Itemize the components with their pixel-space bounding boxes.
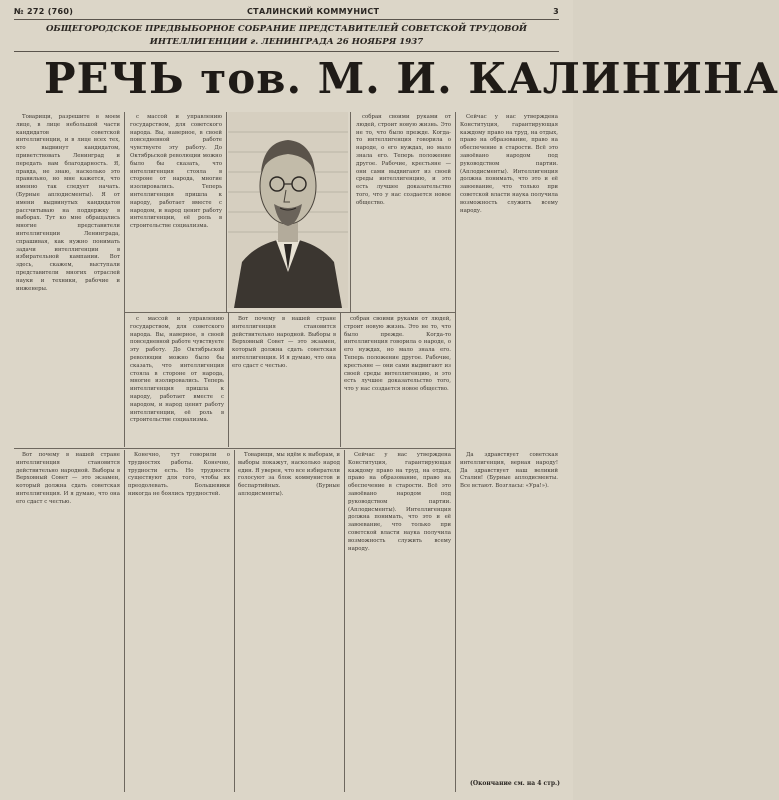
article-column-2c [232,316,336,444]
article-paragraph: Сейчас у нас утверждена Конституция, гарантирующая каждому право на труд, на отдых, право на образование, право на обеспечение в старости. Всё это завоёвано народом под руководством партии. (Аплодисменты). Интеллигенция должна понимать, что это и её завоевание, что только при советской власти наука получила возможность служить всему народу. [348,452,451,552]
article-column-2-lower [128,452,230,790]
column-rule [455,112,456,792]
article-column-1-lower [16,452,120,790]
article-column-1 [16,114,120,444]
article-paragraph: с массой и управлению государством, для советского народа. Вы, наверное, в своей повседневной работе чувствуете эту работу. До Октябрьской революции можно было бы сказать, что интеллигенция стояла в стороне от народа, многие изолировались. Теперь интеллигенция пришла к народу, работает вместе с народом, и народ ценит работу интеллигенции, её роль в строительстве социализма. [130,316,224,424]
column-rule [124,450,125,792]
column-rule [124,112,125,447]
issue-number: № 272 (760) [14,6,74,16]
newspaper-name: СТАЛИНСКИЙ КОММУНИСТ [247,6,380,16]
headline: РЕЧЬ тов. М. И. КАЛИНИНА [44,54,779,103]
article-column-5-lower [460,452,558,777]
article-paragraph: Товарищи, мы идём к выборам, и выборы покажут, насколько народ един. Я уверен, что все избиратели голосуют за блок коммунистов и беспартийных. (Бурные аплодисменты). [238,452,340,497]
page-number: 3 [553,6,559,16]
article-paragraph: Да здравствует советская интеллигенция, верная народу! Да здравствует наш великий Сталин! (Бурные аплодисменты. Все встают. Возгласы: «Ура!»). [460,452,558,490]
article-column-4-lower [348,452,451,790]
event-subheadline-line2: ИНТЕЛЛИГЕНЦИИ г. ЛЕНИНГРАДА 26 НОЯБРЯ 1937 [149,37,424,47]
article-column-3b [344,316,451,444]
divider-top [14,19,559,20]
article-column-4 [460,114,558,444]
divider-under-subhead [14,51,559,52]
column-rule [226,112,227,312]
article-paragraph: собран своими руками от людей, строит новую жизнь. Это не то, что было прежде. Когда-то интеллигенция говорила о народе, о его нуждах, но мало знала его. Теперь положение другое. Рабочие, крестьяне — они сами выдвигают из своей среды интеллигенцию, и это есть лучшее доказательство того, что у нас создается новое общество. [356,114,451,206]
article-column-3-lower [238,452,340,790]
article-paragraph: собран своими руками от людей, строит новую жизнь. Это не то, что было прежде. Когда-то интеллигенция говорила о народе, о его нуждах, но мало знала его. Теперь положение другое. Рабочие, крестьяне — они сами выдвигают из своей среды интеллигенцию, и это есть лучшее доказательство того, что у нас создается новое общество. [344,316,451,393]
column-rule [228,312,229,447]
lower-divider [14,448,455,449]
article-column-2b [130,316,224,444]
article-column-3 [356,114,451,309]
article-paragraph: Сейчас у нас утверждена Конституция, гарантирующая каждому право на труд, на отдых, право на образование, право на обеспечение в старости. Всё это завоёвано народом под руководством партии. (Аплодисменты). Интеллигенция должна понимать, что это и её завоевание, что только при советской власти наука получила возможность служить всему народу. [460,114,558,214]
article-paragraph: Вот почему в нашей стране интеллигенция становится действительно народной. Выборы в Верховный Совет — это экзамен, который должна сдать советская интеллигенция. И я думаю, что она его сдаст с честью. [232,316,336,369]
column-rule [350,112,351,312]
article-paragraph: Вот почему в нашей стране интеллигенция становится действительно народной. Выборы в Верховный Совет — это экзамен, который должна сдать советская интеллигенция. И я думаю, что она его сдаст с честью. [16,452,120,505]
engraved-portrait-icon [228,112,348,308]
article-column-2 [130,114,222,309]
column-rule [234,450,235,792]
column-rule [344,450,345,792]
event-subheadline-line1: ОБЩЕГОРОДСКОЕ ПРЕДВЫБОРНОЕ СОБРАНИЕ ПРЕДСТАВИТЕЛЕЙ СОВЕТСКОЙ ТРУДОВОЙ [45,24,528,34]
column-rule [340,312,341,447]
band-divider [124,312,455,313]
article-paragraph: Товарищи, разрешите в моем лице, в лице небольшой части кандидатов советской интеллигенции, и в лице всех тех, кто выдвинут кандидатом, приветствовать Ленинград и передать вам благодарность. Я, правда, не знаю, насколько это правильно, но мне кажется, что именно так следует начать. (Бурные аплодисменты). Я от имени выдвинутых кандидатов рассчитываю на поддержку в выборах. Тут ко мне обращались многие представители интеллигенции Ленинграда, спрашивая, как нужно понимать задачи интеллигенции в избирательной кампании. Вот здесь, скажем, выступали представители многих отраслей науки и техники, рабочие и инженеры. [16,114,120,292]
article-paragraph: Конечно, тут говорили о трудностях работы. Конечно, трудности есть. Но трудности существуют для того, чтобы их преодолевать. Большевики никогда не боялись трудностей. [128,452,230,497]
article-paragraph: с массой и управлению государством, для советского народа. Вы, наверное, в своей повседневной работе чувствуете эту работу. До Октябрьской революции можно было бы сказать, что интеллигенция стояла в стороне от народа, многие изолировались. Теперь интеллигенция пришла к народу, работает вместе с народом, и народ ценит работу интеллигенции, её роль в строительстве социализма. [130,114,222,230]
continued-note: (Окончание см. на 4 стр.) [470,780,560,787]
masthead-bar [14,4,559,18]
